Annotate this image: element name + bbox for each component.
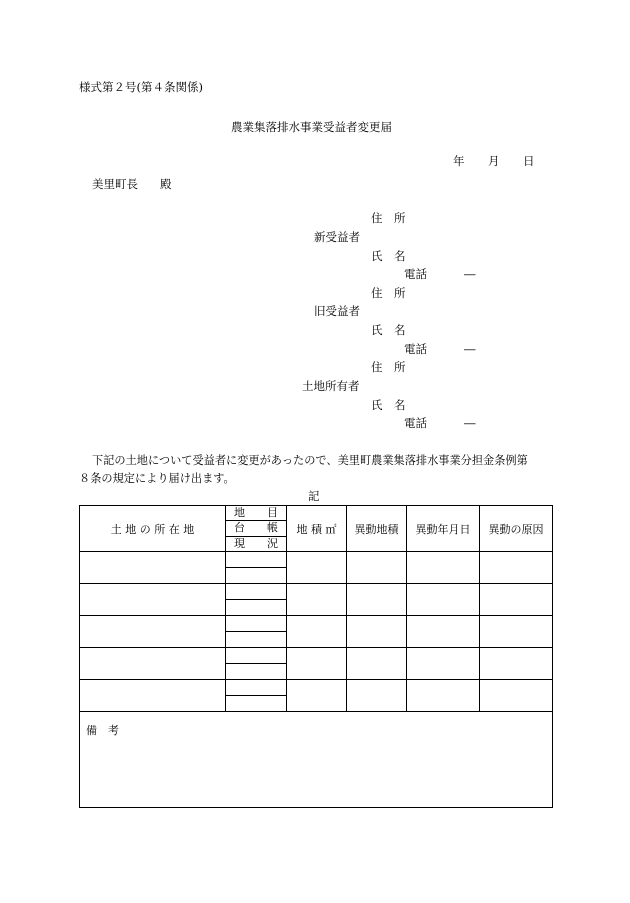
old-name-label: 氏 名	[371, 323, 406, 337]
land-owner-label: 土地所有者	[302, 379, 360, 393]
body-text-line1: 下記の土地について受益者に変更があったので、美里町農業集落排水事業分担金条例第	[92, 454, 528, 467]
header-change-date: 異動年月日	[407, 506, 480, 552]
owner-phone-dash: ―	[464, 416, 476, 430]
cell-change-date[interactable]	[407, 648, 480, 680]
cell-changed-area[interactable]	[347, 552, 407, 584]
old-phone-dash: ―	[464, 342, 476, 356]
owner-phone-label: 電話	[404, 416, 427, 430]
cell-genkyo[interactable]	[226, 664, 287, 680]
owner-name-label: 氏 名	[371, 398, 406, 412]
cell-genkyo[interactable]	[226, 632, 287, 648]
cell-location[interactable]	[80, 648, 226, 680]
cell-area[interactable]	[287, 648, 347, 680]
new-address-label: 住 所	[371, 211, 406, 225]
cell-change-reason[interactable]	[480, 616, 553, 648]
cell-daicho[interactable]	[226, 584, 287, 600]
cell-daicho[interactable]	[226, 552, 287, 568]
addressee-name: 美里町長	[92, 177, 138, 191]
old-beneficiary-label: 旧受益者	[314, 304, 360, 318]
ki-label: 記	[308, 489, 320, 503]
cell-area[interactable]	[287, 616, 347, 648]
new-name-label: 氏 名	[371, 249, 406, 263]
header-chimoku: 地 目	[226, 506, 287, 521]
cell-change-date[interactable]	[407, 616, 480, 648]
remarks-cell[interactable]	[80, 712, 553, 808]
cell-change-reason[interactable]	[480, 680, 553, 712]
old-address-label: 住 所	[371, 286, 406, 300]
cell-location[interactable]	[80, 680, 226, 712]
new-phone-dash: ―	[464, 267, 476, 281]
cell-genkyo[interactable]	[226, 696, 287, 712]
cell-genkyo[interactable]	[226, 600, 287, 616]
cell-change-reason[interactable]	[480, 648, 553, 680]
cell-changed-area[interactable]	[347, 616, 407, 648]
cell-changed-area[interactable]	[347, 584, 407, 616]
cell-change-date[interactable]	[407, 552, 480, 584]
body-text-line2: ８条の規定により届け出ます。	[79, 472, 235, 485]
land-table	[79, 505, 553, 808]
header-changed-area: 異動地積	[347, 506, 407, 552]
new-phone-label: 電話	[404, 267, 427, 281]
old-phone-label: 電話	[404, 342, 427, 356]
header-genkyo: 現 況	[226, 536, 287, 551]
addressee-honorific: 殿	[160, 177, 172, 191]
header-daicho: 台 帳	[226, 521, 287, 536]
cell-area[interactable]	[287, 552, 347, 584]
cell-location[interactable]	[80, 616, 226, 648]
cell-genkyo[interactable]	[226, 568, 287, 584]
header-change-reason: 異動の原因	[480, 506, 553, 552]
remarks-label: 備 考	[86, 724, 119, 737]
cell-daicho[interactable]	[226, 616, 287, 632]
cell-area[interactable]	[287, 680, 347, 712]
owner-address-label: 住 所	[371, 360, 406, 374]
form-title: 農業集落排水事業受益者変更届	[231, 120, 392, 134]
cell-change-reason[interactable]	[480, 584, 553, 616]
header-location: 土 地 の 所 在 地	[80, 506, 226, 552]
date-day: 日	[523, 154, 535, 168]
form-number: 様式第２号(第４条関係)	[79, 80, 203, 94]
cell-changed-area[interactable]	[347, 680, 407, 712]
new-beneficiary-label: 新受益者	[314, 230, 360, 244]
cell-location[interactable]	[80, 584, 226, 616]
cell-change-date[interactable]	[407, 584, 480, 616]
header-area: 地 積 ㎡	[287, 506, 347, 552]
cell-daicho[interactable]	[226, 648, 287, 664]
cell-changed-area[interactable]	[347, 648, 407, 680]
cell-area[interactable]	[287, 584, 347, 616]
date-year: 年	[453, 154, 465, 168]
date-month: 月	[488, 154, 500, 168]
cell-location[interactable]	[80, 552, 226, 584]
cell-daicho[interactable]	[226, 680, 287, 696]
cell-change-date[interactable]	[407, 680, 480, 712]
cell-change-reason[interactable]	[480, 552, 553, 584]
